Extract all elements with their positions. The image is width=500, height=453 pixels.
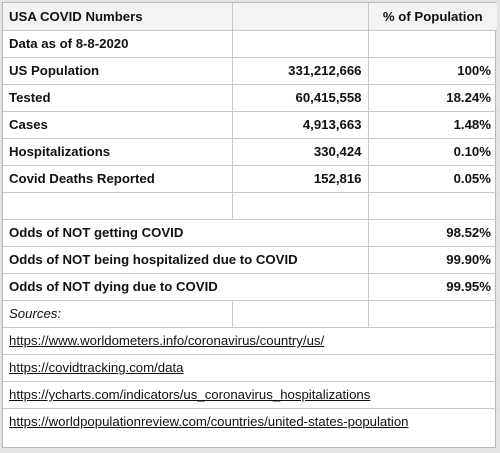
stat-value: 4,913,663	[232, 111, 368, 138]
stat-pct: 18.24%	[368, 84, 497, 111]
source-link-ycharts[interactable]: https://ycharts.com/indicators/us_coronavirus_hospitalizations	[9, 387, 371, 402]
source-row	[3, 327, 497, 354]
stat-pct: 100%	[368, 57, 497, 84]
source-cell	[3, 381, 497, 408]
stat-value: 330,424	[232, 138, 368, 165]
stat-label: Cases	[3, 111, 232, 138]
header-empty-cell	[232, 3, 368, 30]
empty-cell	[368, 192, 497, 219]
stat-row-deaths	[3, 165, 497, 192]
sources-label: Sources:	[3, 300, 232, 327]
source-row	[3, 408, 497, 435]
odds-pct: 99.95%	[368, 273, 497, 300]
stat-value: 152,816	[232, 165, 368, 192]
stat-row-tested	[3, 84, 497, 111]
source-link-worldpopulationreview[interactable]: https://worldpopulationreview.com/countries/united-states-population	[9, 414, 409, 430]
odds-label: Odds of NOT getting COVID	[3, 219, 368, 246]
odds-row-dying	[3, 273, 497, 300]
stat-row-cases	[3, 111, 497, 138]
source-cell	[3, 327, 497, 354]
as-of-row	[3, 30, 497, 57]
spreadsheet	[2, 2, 496, 448]
source-link-covidtracking[interactable]: https://covidtracking.com/data	[9, 360, 184, 375]
stat-row-hospitalizations	[3, 138, 497, 165]
empty-cell	[232, 192, 368, 219]
stat-pct: 0.10%	[368, 138, 497, 165]
blank-row	[3, 192, 497, 219]
source-cell	[3, 408, 497, 435]
stat-pct: 0.05%	[368, 165, 497, 192]
odds-label: Odds of NOT being hospitalized due to COVID	[3, 246, 368, 273]
odds-pct: 99.90%	[368, 246, 497, 273]
empty-cell	[368, 300, 497, 327]
stat-label: Covid Deaths Reported	[3, 165, 232, 192]
empty-cell	[232, 300, 368, 327]
stat-label: US Population	[3, 57, 232, 84]
source-row	[3, 354, 497, 381]
stat-label: Tested	[3, 84, 232, 111]
source-cell	[3, 354, 497, 381]
source-row	[3, 381, 497, 408]
odds-pct: 98.52%	[368, 219, 497, 246]
as-of-label: Data as of 8-8-2020	[3, 30, 232, 57]
empty-cell	[232, 30, 368, 57]
stat-pct: 1.48%	[368, 111, 497, 138]
stat-row-population	[3, 57, 497, 84]
table-title: USA COVID Numbers	[3, 3, 232, 30]
covid-table	[3, 3, 497, 435]
pct-column-header: % of Population	[368, 3, 497, 30]
empty-cell	[368, 30, 497, 57]
sources-label-row	[3, 300, 497, 327]
header-row	[3, 3, 497, 30]
odds-row-hospitalized	[3, 246, 497, 273]
stat-value: 60,415,558	[232, 84, 368, 111]
stat-value: 331,212,666	[232, 57, 368, 84]
odds-label: Odds of NOT dying due to COVID	[3, 273, 368, 300]
odds-row-getting	[3, 219, 497, 246]
stat-label: Hospitalizations	[3, 138, 232, 165]
source-link-worldometers[interactable]: https://www.worldometers.info/coronavirus/country/us/	[9, 333, 325, 348]
empty-cell	[3, 192, 232, 219]
